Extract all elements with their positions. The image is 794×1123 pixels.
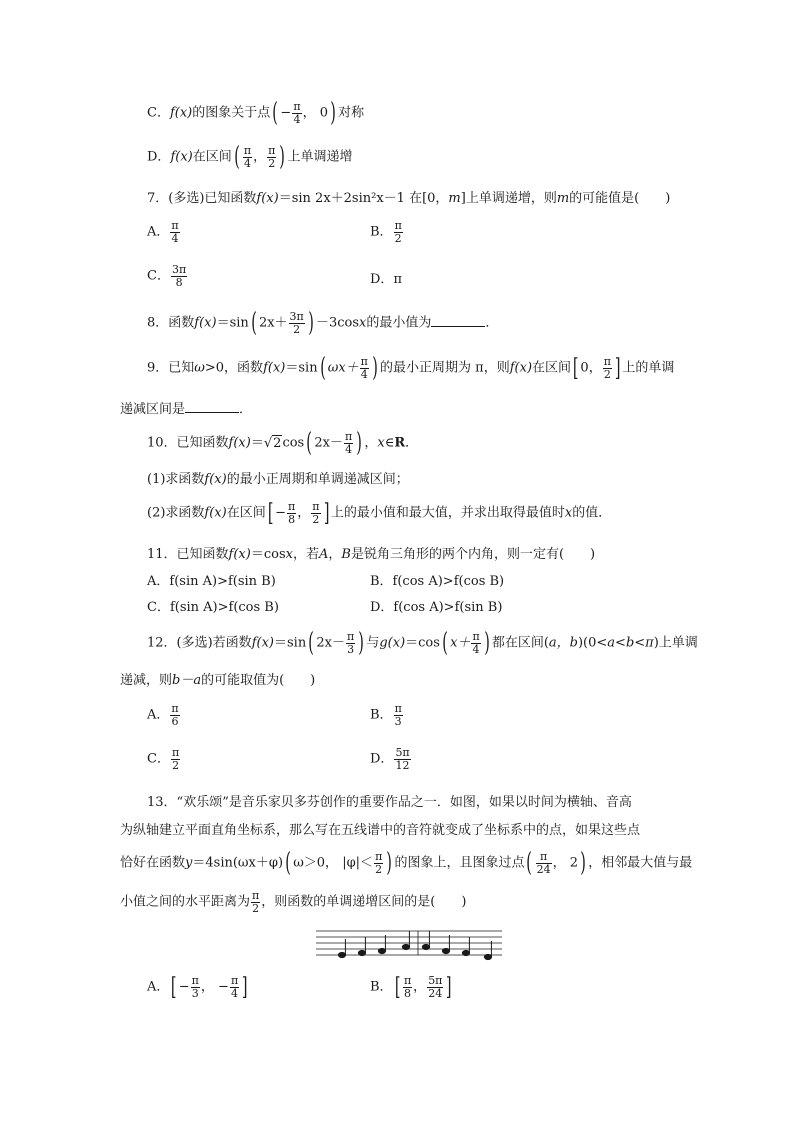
q10-part2: (2)求函数f(x)在区间[ − $\frac{\pi}{8}$ ， $\frac{\pi}{2}$ ] 上的最小值和最大值，并求出取得最值时x的值．: [147, 499, 612, 528]
q7-option-c: C． $\frac{3\pi}{8}$: [147, 263, 187, 289]
q11-option-a: A．f(sin A)>f(sin B): [147, 574, 276, 589]
q10-part1: (1)求函数f(x)的最小正周期和单调递减区间；: [147, 472, 409, 487]
q12-option-a: A． $\frac{\pi}{6}$: [147, 702, 179, 728]
fraction: $\frac{\pi}{2}$: [268, 143, 276, 170]
q7-option-b: B． $\frac{\pi}{2}$: [370, 219, 402, 245]
fraction: $\frac{\pi}{4}$: [293, 99, 301, 126]
q11-option-d: D．f(cos A)>f(sin B): [370, 600, 503, 615]
q12-stem: 12．(多选)若函数f(x)＝sin( 2x－ $\frac{\pi}{3}$ ) 与g(x)＝cos( x＋ $\frac{\pi}{4}$ ) 都在区间(a，b)(0<a<b<π)上单调: [147, 628, 698, 658]
q11-stem: 11．已知函数f(x)＝cosx，若A，B是锐角三角形的两个内角，则一定有( ): [147, 547, 596, 562]
q9-stem: 9．已知ω>0，函数f(x)＝sin( ωx＋ $\frac{\pi}{4}$ ) 的最小正周期为 π，则f(x)在区间[ 0， $\frac{\pi}{2}$ ] 上的单调: [147, 353, 675, 383]
q8-stem: 8．函数f(x)＝sin( 2x＋ $\frac{3\pi}{2}$ ) －3cosx的最小值为 ．: [147, 308, 499, 338]
q13-line1: 13．“欢乐颂”是音乐家贝多芬创作的重要作品之一．如图，如果以时间为横轴、音高: [147, 795, 632, 810]
q13-line2: 为纵轴建立平面直角坐标系，那么写在五线谱中的音符就变成了坐标系中的点，如果这些点: [120, 823, 641, 838]
q7-option-a: A． $\frac{\pi}{4}$: [147, 219, 179, 245]
q12-option-c: C． $\frac{\pi}{2}$: [147, 746, 180, 772]
q13-option-b: B．[ $\frac{\pi}{8}$ ， $\frac{5\pi}{24}$ ]: [370, 973, 452, 1002]
music-staff-figure: [316, 927, 502, 961]
q11-option-b: B．f(cos A)>f(cos B): [370, 574, 505, 589]
q13-option-a: A．[ − $\frac{\pi}{3}$ ， − $\frac{\pi}{4}$ ]: [147, 973, 248, 1002]
q12-option-b: B． $\frac{\pi}{3}$: [370, 702, 402, 728]
q12-option-d: D． $\frac{5\pi}{12}$: [370, 746, 410, 772]
q12-line2: 递减，则b－a的可能取值为( ): [120, 673, 316, 688]
q7-stem: 7．(多选)已知函数f(x)＝sin 2x＋2sin²x－1 在[0，m]上单调递增，则m的可能值是( ): [147, 191, 671, 206]
q6-option-d: D．f(x)在区间( $\frac{\pi}{4}$ ， $\frac{\pi}{2}$ ) 上单调递增: [147, 142, 353, 172]
q9-line2: 递减区间是 ．: [120, 402, 253, 417]
q13-line3: 恰好在函数y＝4sin(ωx＋φ)( ω＞0， |φ|＜ $\frac{\pi}{2}$ ) 的图象上，且图象过点( $\frac{\pi}{24}$ ， 2) ，相邻最大值与最: [120, 848, 693, 878]
q7-option-d: D．π: [370, 272, 402, 287]
answer-blank[interactable]: [431, 314, 485, 327]
q6-option-c: C．f(x)的图象关于点( − $\frac{\pi}{4}$ ， 0) 对称: [147, 98, 365, 128]
q13-line4: 小值之间的水平距离为 $\frac{\pi}{2}$ ，则函数的单调递增区间的是( ): [120, 889, 467, 915]
answer-blank[interactable]: [185, 400, 239, 413]
fraction: $\frac{\pi}{4}$: [243, 143, 252, 170]
q10-stem: 10．已知函数f(x)＝√2cos( 2x－ $\frac{\pi}{4}$ ) ，x∈R．: [147, 428, 419, 458]
q11-option-c: C．f(sin A)>f(cos B): [147, 600, 279, 615]
